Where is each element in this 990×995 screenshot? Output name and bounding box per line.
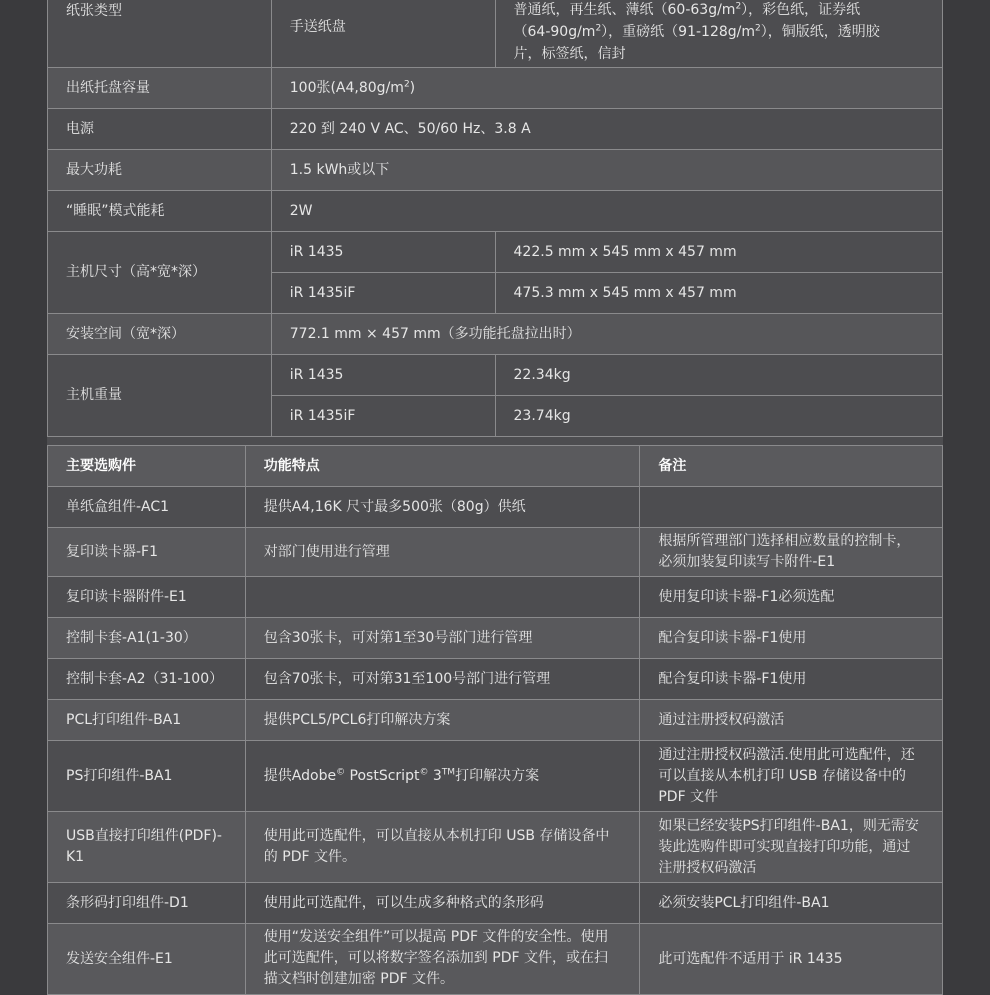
option-name: PS打印组件-BA1 — [48, 741, 246, 812]
options-header-row — [48, 446, 943, 487]
spec-label: 主机尺寸（高*宽*深） — [48, 232, 272, 314]
option-name: 控制卡套-A2（31-100） — [48, 659, 246, 700]
spec-model: iR 1435 — [271, 355, 495, 396]
table-row — [48, 924, 943, 995]
spec-row-max-power — [48, 150, 943, 191]
column-header: 主要选购件 — [48, 446, 246, 487]
table-row — [48, 883, 943, 924]
spec-row-space — [48, 314, 943, 355]
option-name: 发送安全组件-E1 — [48, 924, 246, 995]
spec-label: 主机重量 — [48, 355, 272, 437]
option-note: 配合复印读卡器-F1使用 — [640, 659, 943, 700]
spec-value: 普通纸，再生纸、薄纸$(60-63g/m^2)$，彩色纸，证券纸 $(64-90g/m^2)$，重磅纸$(91-128g/m^2)$，铜版纸，透明胶 片，标签纸，信封 — [495, 0, 942, 68]
spec-row-power — [48, 109, 943, 150]
spec-sub-label: 手送纸盘 — [271, 0, 495, 68]
option-note: 如果已经安装PS打印组件-BA1，则无需安装此选购件即可实现直接打印功能，通过注册授权码激活 — [640, 812, 943, 883]
spec-label: “睡眠”模式能耗 — [48, 191, 272, 232]
spec-value: 2W — [271, 191, 942, 232]
table-row — [48, 528, 943, 577]
option-feature: 对部门使用进行管理 — [245, 528, 640, 577]
spec-model: iR 1435iF — [271, 273, 495, 314]
option-feature: 提供PCL5/PCL6打印解决方案 — [245, 700, 640, 741]
option-feature — [245, 577, 640, 618]
option-name: USB直接打印组件(PDF)-K1 — [48, 812, 246, 883]
option-note: 通过注册授权码激活.使用此可选配件，还可以直接从本机打印 USB 存储设备中的 PDF 文件 — [640, 741, 943, 812]
option-feature: 使用“发送安全组件”可以提高 PDF 文件的安全性。使用此可选配件，可以将数字签名添加到 PDF 文件，或在扫描文档时创建加密 PDF 文件。 — [245, 924, 640, 995]
spec-value: 23.74kg — [495, 396, 942, 437]
option-feature: 使用此可选配件，可以直接从本机打印 USB 存储设备中的 PDF 文件。 — [245, 812, 640, 883]
spec-value: 772.1 mm × 457 mm（多功能托盘拉出时） — [271, 314, 942, 355]
option-note: 根据所管理部门选择相应数量的控制卡，必须加装复印读写卡附件-E1 — [640, 528, 943, 577]
option-note: 此可选配件不适用于 iR 1435 — [640, 924, 943, 995]
option-feature: 包含70张卡，可对第31至100号部门进行管理 — [245, 659, 640, 700]
table-row — [48, 659, 943, 700]
spec-model: iR 1435 — [271, 232, 495, 273]
spec-row-dimensions-1 — [48, 232, 943, 273]
spec-model: iR 1435iF — [271, 396, 495, 437]
spec-row-output-tray — [48, 68, 943, 109]
option-note: 使用复印读卡器-F1必须选配 — [640, 577, 943, 618]
table-row — [48, 618, 943, 659]
option-name: 控制卡套-A1(1-30） — [48, 618, 246, 659]
option-note: 必须安装PCL打印组件-BA1 — [640, 883, 943, 924]
spec-row-sleep — [48, 191, 943, 232]
option-name: 单纸盒组件-AC1 — [48, 487, 246, 528]
spec-value: 220 到 240 V AC、50/60 Hz、3.8 A — [271, 109, 942, 150]
spec-label: 出纸托盘容量 — [48, 68, 272, 109]
spec-label: 安装空间（宽*深） — [48, 314, 272, 355]
option-note: 配合复印读卡器-F1使用 — [640, 618, 943, 659]
table-row — [48, 741, 943, 812]
spec-label: 最大功耗 — [48, 150, 272, 191]
option-feature: 提供Adobe© PostScript© 3™打印解决方案 — [245, 741, 640, 812]
option-name: 条形码打印组件-D1 — [48, 883, 246, 924]
spec-label: 电源 — [48, 109, 272, 150]
option-name: PCL打印组件-BA1 — [48, 700, 246, 741]
column-header: 备注 — [640, 446, 943, 487]
spec-row-paper-type — [48, 0, 943, 68]
table-row — [48, 812, 943, 883]
spec-value: 475.3 mm x 545 mm x 457 mm — [495, 273, 942, 314]
column-header: 功能特点 — [245, 446, 640, 487]
option-note: 通过注册授权码激活 — [640, 700, 943, 741]
option-feature: 包含30张卡，可对第1至30号部门进行管理 — [245, 618, 640, 659]
table-row — [48, 577, 943, 618]
option-note — [640, 487, 943, 528]
table-row — [48, 487, 943, 528]
spec-value: 1.5 kWh或以下 — [271, 150, 942, 191]
options-table — [47, 445, 943, 995]
option-name: 复印读卡器附件-E1 — [48, 577, 246, 618]
option-feature: 提供A4,16K 尺寸最多500张（80g）供纸 — [245, 487, 640, 528]
spec-row-weight-1 — [48, 355, 943, 396]
spec-table — [47, 0, 943, 437]
table-row — [48, 700, 943, 741]
spec-value: 100张$(A4,80g/m^2)$ — [271, 68, 942, 109]
spec-value: 422.5 mm x 545 mm x 457 mm — [495, 232, 942, 273]
spec-label: 纸张类型 — [48, 0, 272, 68]
spec-value: 22.34kg — [495, 355, 942, 396]
option-feature: 使用此可选配件，可以生成多种格式的条形码 — [245, 883, 640, 924]
option-name: 复印读卡器-F1 — [48, 528, 246, 577]
